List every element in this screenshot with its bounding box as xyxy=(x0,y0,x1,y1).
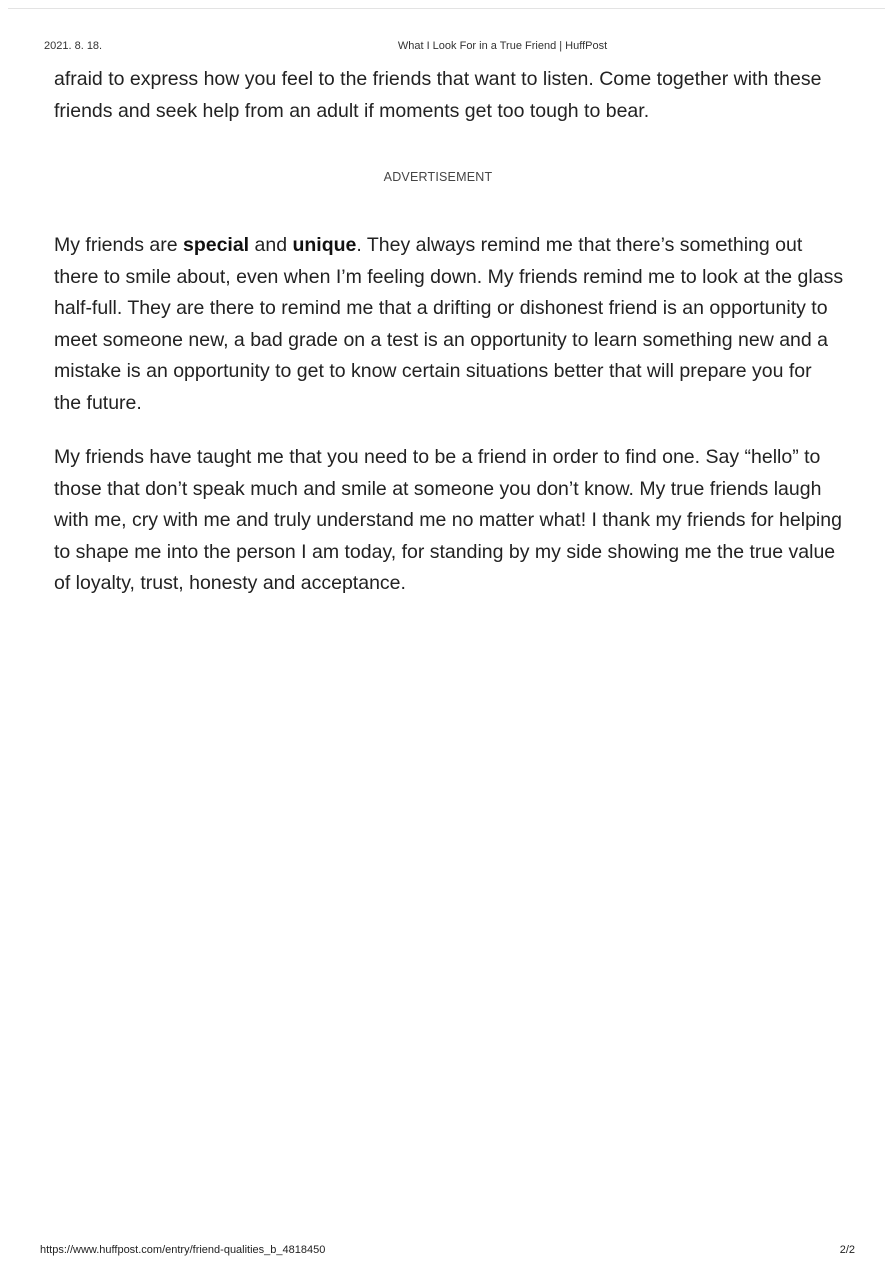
article-paragraph: afraid to express how you feel to the friends that want to listen. Come together with these friends and seek help from an adult if moments get too tough to bear. xyxy=(54,68,822,122)
print-date: 2021. 8. 18. xyxy=(44,40,103,52)
print-header xyxy=(0,40,893,56)
bold-word-unique: unique xyxy=(292,234,357,256)
page-url-link[interactable]: https://www.huffpost.com/entry/friend-qualities_b_4818450 xyxy=(40,1244,326,1256)
print-footer xyxy=(0,1244,893,1258)
article-paragraph xyxy=(54,230,844,419)
article-body xyxy=(54,64,844,127)
advertisement-label: ADVERTISEMENT xyxy=(383,170,493,184)
bold-word-special: special xyxy=(182,234,250,256)
paragraph-text: and xyxy=(249,234,293,256)
paragraph-text: My friends are xyxy=(54,234,183,256)
print-page-title: What I Look For in a True Friend | HuffPost xyxy=(397,40,608,52)
top-divider xyxy=(8,8,885,9)
page-number: 2/2 xyxy=(839,1244,855,1256)
article-paragraph: My friends have taught me that you need to be a friend in order to find one. Say “hello” to those that don’t speak much and smile at someone you don’t know. My true friends laugh with me, cry with me and truly understand me no matter what! I thank my friends for helping to shape me into the person I am today, for standing by my side showing me the true value of loyalty, trust, honesty and acceptance. xyxy=(54,446,842,594)
paragraph-text: . They always remind me that there’s something out there to smile about, even when I’m feeling down. My friends remind me to look at the glass half-full. They are there to remind me that a drifting or dishonest friend is an opportunity to meet someone new, a bad grade on a test is an opportunity to learn something new and a mistake is an opportunity to get to know certain situations better that will prepare you for the future. xyxy=(54,234,844,414)
